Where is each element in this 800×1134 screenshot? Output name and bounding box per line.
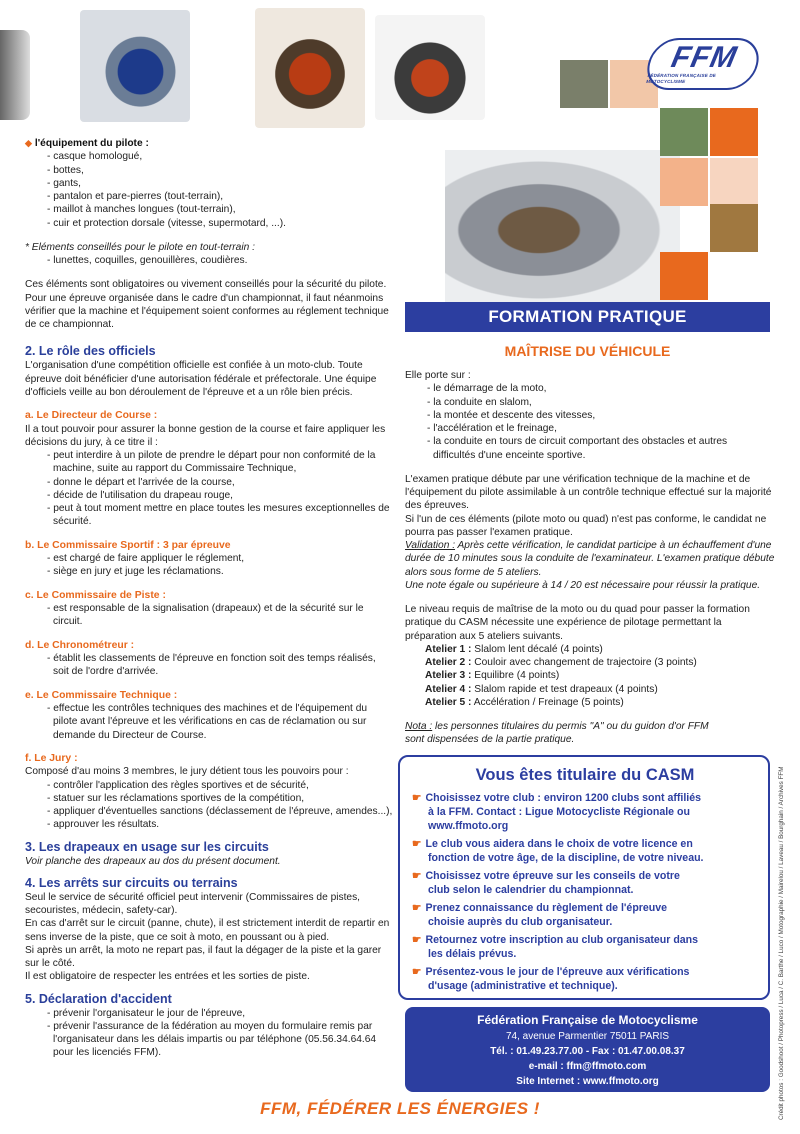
paragraph-line: Il a tout pouvoir pour assurer la bonne gestion de la course et faire appliquer les	[25, 423, 386, 435]
paragraph-line: sont dispensées de la partie pratique.	[405, 734, 575, 746]
list-item: - pantalon et pare-pierres (tout-terrain),	[47, 191, 224, 202]
paragraph-line: préparation aux 5 ateliers suivants.	[405, 630, 563, 642]
left-column	[25, 137, 393, 1060]
validation-line: Validation : Après cette vérification, le candidat participe à un échauffement d'une	[405, 540, 772, 551]
casm-box	[398, 755, 770, 1000]
pointing-hand-icon: ☛	[412, 838, 422, 851]
paragraph-line: Seul le service de sécurité officiel peut intervenir (Commissaires de pistes,	[25, 891, 361, 903]
list-item: - casque homologué,	[47, 151, 143, 163]
list-item: pilote avant l'épreuve et les vérifications en cas de réclamation ou sur	[53, 716, 367, 728]
list-item: - la montée et descente des vitesses,	[427, 409, 596, 421]
paragraph-line: En cas d'arrêt sur le circuit (panne, chute), il est strictement interdit de repartir en	[25, 918, 390, 930]
list-item: - la conduite en tours de circuit comportant des obstacles et autres	[427, 436, 728, 448]
list-item: demande du Directeur de Course.	[53, 729, 207, 741]
paragraph-line: Le niveau requis de maîtrise de la moto ou du quad pour passer la formation	[405, 604, 750, 615]
paragraph-line: Une note égale ou supérieure à 14 / 20 est nécessaire pour réussir la pratique.	[405, 579, 761, 591]
list-item: - décide de l'utilisation du drapeau rouge,	[47, 489, 234, 501]
paragraph-line: sur le côté.	[25, 958, 75, 970]
list-item: pour les licenciés FFM).	[53, 1047, 162, 1059]
casm-item: ☛ Choisissez votre club : environ 1200 clubs sont affiliés à la FFM. Contact : Ligue Motocycliste Régionale ou www.ffmoto.org	[412, 792, 702, 833]
list-item: - cuir et protection dorsale (vitesse, supermotard, ...).	[47, 217, 286, 229]
atelier-item: Atelier 5 : Accélération / Freinage (5 points)	[425, 696, 624, 708]
paragraph-line: sens inverse de la piste, que ce soit à moto, en poussant ou à pied.	[25, 931, 330, 943]
atelier-item: Atelier 2 : Couloir avec changement de trajectoire (3 points)	[425, 657, 697, 668]
texture-square	[560, 60, 608, 108]
list-item: - établit les classements de l'épreuve en fonction soit des temps réalisés,	[47, 653, 376, 665]
paragraph-line: d'officiels veille au bon déroulement de l'épreuve et a un rôle bien précis.	[25, 386, 353, 398]
paragraph-line: pourra pas passer l'examen pratique.	[405, 526, 573, 538]
paragraph-line: l'équipement du pilote assimilable à un contrôle technique effectué sur la majorité	[405, 487, 772, 498]
photo-credits: Crédit photos : Goodshoot / Photopress / Luca / C. Barthe / Luco / Motographie / Mairelou / Laveau / Bourghain / Archives FFM	[778, 766, 785, 1120]
section-heading-accident: 5. Déclaration d'accident	[25, 991, 172, 1006]
list-item: difficultés d'une enceinte sportive.	[433, 449, 586, 461]
logo-text: FFM	[668, 41, 741, 75]
pointing-hand-icon: ☛	[412, 934, 422, 947]
list-item: - effectue les contrôles techniques des machines et de l'équipement du	[47, 703, 368, 715]
subheading-jury: f. Le Jury :	[25, 752, 78, 764]
paragraph-line: Si après un arrêt, la moto ne repart pas, il faut la dégager de la piste et la garer	[25, 944, 382, 956]
list-item: machine, suite au rapport du Commissaire Technique,	[53, 463, 297, 475]
texture-square	[710, 204, 758, 252]
list-item: - prévenir l'organisateur le jour de l'épreuve,	[47, 1007, 246, 1019]
casm-title: Vous êtes titulaire du CASM	[475, 766, 695, 784]
moto-photo-edge	[0, 30, 30, 120]
list-item: - la conduite en slalom,	[427, 396, 532, 408]
list-item: - peut à tout moment mettre en place toutes les mesures exceptionnelles de	[47, 503, 390, 515]
list-item: - maillot à manches longues (tout-terrain),	[47, 204, 236, 216]
motorcycle-photo	[375, 15, 485, 120]
pointing-hand-icon: ☛	[412, 870, 422, 883]
texture-square	[660, 108, 708, 156]
diamond-icon: ◆	[25, 138, 32, 148]
paragraph-line: Elle porte sur :	[405, 370, 471, 381]
paragraph-line: alors sous forme de 5 ateliers.	[405, 566, 542, 578]
federation-name: Fédération Française de Motocyclisme	[477, 1013, 698, 1027]
atelier-item: Atelier 1 : Slalom lent décalé (4 points)	[425, 643, 603, 655]
federation-email[interactable]: e-mail : ffm@ffmoto.com	[528, 1061, 647, 1072]
list-item: soit de l'ordre d'arrivée.	[53, 666, 159, 678]
paragraph-line: de ce championnat.	[25, 319, 114, 330]
advised-heading: * Eléments conseillés pour le pilote en tout-terrain :	[25, 241, 255, 253]
pointing-hand-icon: ☛	[412, 902, 422, 915]
note-line: Nota : les personnes titulaires du permis "A" ou du guidon d'or FFM	[405, 721, 709, 732]
paragraph-line: Il est obligatoire de respecter les entrées et les sorties de piste.	[25, 971, 310, 983]
paragraph-line: secouristes, médecin, safety-car).	[25, 905, 178, 917]
atelier-item: Atelier 4 : Slalom rapide et test drapeaux (4 points)	[425, 683, 658, 695]
paragraph-line: pratique du CASM nécessite une expérience de pilotage permettant la	[405, 617, 722, 629]
subheading-chrono: d. Le Chronométreur :	[25, 639, 135, 651]
paragraph-line: des épreuves.	[405, 500, 469, 512]
list-item: - gants,	[47, 177, 81, 189]
section-heading-stops: 4. Les arrêts sur circuits ou terrains	[25, 875, 238, 890]
paragraph-line: L'examen pratique débute par une vérification technique de la machine et de	[405, 473, 751, 485]
pointing-hand-icon: ☛	[412, 792, 422, 805]
federation-contact-box	[405, 1007, 770, 1092]
pointing-hand-icon: ☛	[412, 966, 422, 979]
supermotard-photo	[255, 8, 365, 128]
list-item: sécurité.	[53, 516, 92, 528]
list-item: l'organisateur dans les délais impartis ou par téléphone (05.56.34.64.64	[53, 1034, 377, 1046]
section-heading-officials: 2. Le rôle des officiels	[25, 344, 156, 359]
paragraph-line: Voir planche des drapeaux au dos du présent document.	[25, 855, 281, 867]
paragraph-line: durée de 10 minutes sous la conduite de l'examinateur. L'examen pratique débute	[405, 553, 775, 565]
list-item: - est responsable de la signalisation (drapeaux) et de la sécurité sur le	[47, 603, 364, 615]
list-item: - est chargé de faire appliquer le réglement,	[47, 553, 245, 565]
list-item: circuit.	[53, 616, 83, 628]
federation-address: 74, avenue Parmentier 75011 PARIS	[505, 1031, 670, 1042]
list-item: - le démarrage de la moto,	[427, 383, 547, 395]
instructor-child-photo	[445, 150, 680, 310]
formation-subtitle: MAÎTRISE DU VÉHICULE	[504, 343, 671, 359]
casm-item: ☛ Le club vous aidera dans le choix de votre licence en fonction de votre âge, de la discipline, de votre niveau.	[412, 838, 704, 865]
formation-banner: FORMATION PRATIQUE	[405, 302, 770, 332]
list-item: - statuer sur les réclamations sportives de la compétition,	[47, 792, 305, 804]
list-item: - siège en jury et juge les réclamations.	[47, 566, 224, 578]
subheading-sportif: b. Le Commissaire Sportif : 3 par épreuve	[25, 539, 231, 551]
paragraph-line: épreuve doit bénéficier d'une autorisation fédérale et préfectorale. Une équipe	[25, 373, 377, 385]
list-item: - appliquer d'éventuelles sanctions (déclassement de l'épreuve, amendes...),	[47, 806, 393, 818]
list-item: - lunettes, coquilles, genouillères, coudières.	[47, 255, 248, 266]
paragraph-line: vérifier que la machine et l'équipement soient conformes au réglement technique	[25, 305, 389, 317]
list-item: - contrôler l'application des règles sportives et de sécurité,	[47, 779, 309, 791]
atelier-item: Atelier 3 : Equilibre (4 points)	[425, 670, 560, 682]
ffm-logo	[642, 38, 763, 90]
texture-square	[710, 108, 758, 156]
paragraph-line: L'organisation d'une compétition officielle est confiée à un moto-club. Toute	[25, 360, 363, 372]
list-item: - donne le départ et l'arrivée de la course,	[47, 476, 235, 488]
subheading-directeur: a. Le Directeur de Course :	[25, 410, 158, 421]
federation-phone: Tél. : 01.49.23.77.00 - Fax : 01.47.00.08.37	[490, 1046, 685, 1057]
subheading-technique: e. Le Commissaire Technique :	[25, 689, 178, 701]
paragraph-line: Ces éléments sont obligatoires ou vivement conseillés pour la sécurité du pilote.	[25, 279, 387, 291]
texture-square	[660, 252, 708, 300]
paragraph-line: Composé d'au moins 3 membres, le jury détient tous les pouvoirs pour :	[25, 766, 349, 778]
list-item: - prévenir l'assurance de la fédération au moyen du formulaire remis par	[47, 1020, 373, 1032]
paragraph-line: décisions du jury, à ce titre il :	[25, 436, 158, 448]
logo-subtitle: FÉDÉRATION FRANÇAISE DE MOTOCYCLISME	[645, 73, 717, 84]
section-heading-flags: 3. Les drapeaux en usage sur les circuits	[25, 839, 269, 854]
subheading-piste: c. Le Commissaire de Piste :	[25, 589, 166, 601]
casm-item: ☛ Prenez connaissance du règlement de l'épreuve choisie auprès du club organisateur.	[412, 902, 668, 929]
paragraph-line: Pour une épreuve organisée dans le cadre d'un championnat, il faut néanmoins	[25, 292, 384, 304]
list-item: - approuver les résultats.	[47, 819, 160, 831]
casm-item: ☛ Présentez-vous le jour de l'épreuve aux vérifications d'usage (administrative et technique).	[412, 966, 690, 993]
casm-item: ☛ Choisissez votre épreuve sur les conseils de votre club selon le calendrier du championnat.	[412, 870, 680, 897]
texture-square	[710, 158, 758, 206]
paragraph-line: Si l'un de ces éléments (pilote moto ou quad) n'est pas conforme, le candidat ne	[405, 513, 767, 525]
texture-square	[660, 158, 708, 206]
list-item: - peut interdire à un pilote de prendre le départ pour non conformité de la	[47, 450, 376, 462]
equipment-heading: ◆ l'équipement du pilote :	[25, 138, 149, 149]
quad-rider-photo	[80, 10, 190, 122]
list-item: - bottes,	[47, 164, 84, 176]
federation-website[interactable]: Site Internet : www.ffmoto.org	[516, 1076, 659, 1087]
right-column	[405, 369, 775, 747]
list-item: - l'accélération et le freinage,	[427, 423, 557, 434]
casm-item: ☛ Retournez votre inscription au club organisateur dans les délais prévus.	[412, 934, 699, 961]
slogan: FFM, FÉDÉRER LES ÉNERGIES !	[260, 1099, 540, 1118]
